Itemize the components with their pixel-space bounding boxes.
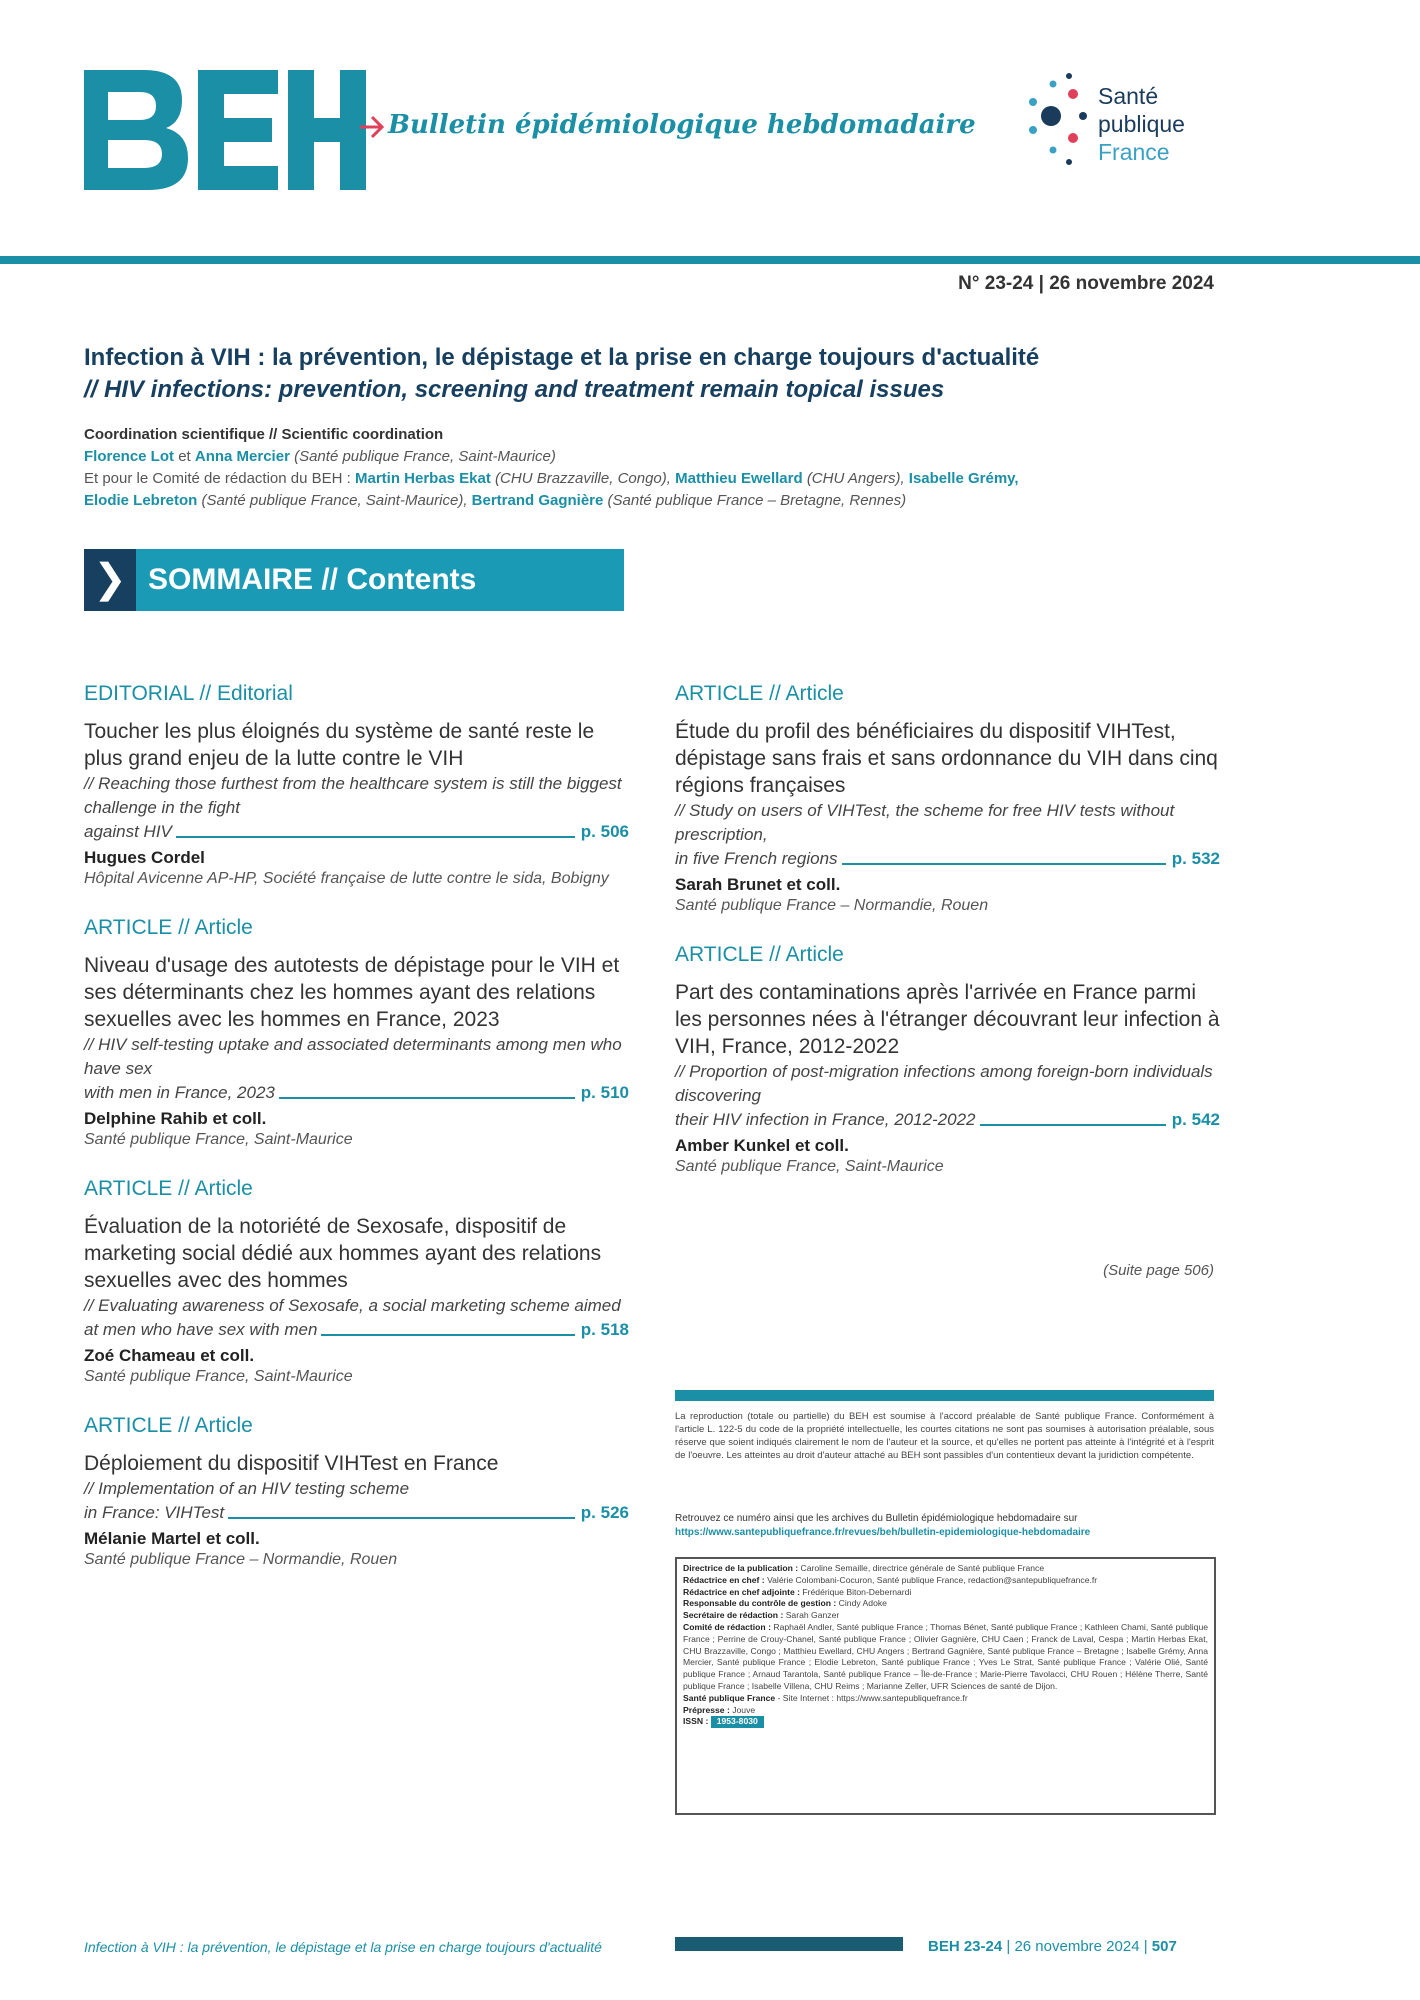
leader-line [228,1517,575,1519]
issue-title-en: // HIV infections: prevention, screening and treatment remain topical issues [84,376,945,403]
continued-note: (Suite page 506) [1103,1262,1214,1279]
entry-kicker: ARTICLE // Article [84,1414,253,1437]
entry-kicker: EDITORIAL // Editorial [84,682,293,705]
leader-line [279,1097,575,1099]
entry-title-fr[interactable]: Niveau d'usage des autotests de dépistage pour le VIH et ses déterminants chez les hommes ayant des relations sexuelles avec les hommes en France, 2023 [84,954,620,1031]
contents-heading: SOMMAIRE // Contents [148,563,477,596]
entry-affiliation: Santé publique France – Normandie, Rouen [84,1551,398,1568]
board-label: Secrétaire de rédaction : [683,1610,784,1621]
committee-affiliation: (CHU Brazzaville, Congo), [495,470,671,487]
entry-author: Mélanie Martel et coll. [84,1529,260,1548]
board-line [683,1563,1208,1575]
board-text: Frédérique Biton-Debernardi [802,1586,912,1597]
board-text: Jouve [732,1704,756,1715]
entry-title-en: // Reaching those furthest from the healthcare system is still the biggest challenge in the fight [84,774,622,817]
footer-issue-info [928,1938,1177,1955]
board-text: - Site Internet : https://www.santepubliquefrance.fr [777,1692,968,1703]
footer-running-title: Infection à VIH : la prévention, le dépistage et la prise en charge toujours d'actualité [84,1939,602,1955]
committee-intro: Et pour le Comité de rédaction du BEH : [84,470,351,487]
board-text: Caroline Semaille, directrice générale de Santé publique France [800,1563,1045,1573]
issue-title [84,342,1214,406]
board-label: Responsable du contrôle de gestion : [683,1598,837,1609]
contents-column-left [84,682,629,1597]
entry-title-fr[interactable]: Étude du profil des bénéficiaires du dispositif VIHTest, dépistage sans frais et sans ordonnance du VIH dans cinq régions françaises [675,720,1218,797]
contents-banner [84,549,624,611]
board-line [683,1587,1208,1599]
board-label: Rédactrice en chef : [683,1574,765,1585]
entry-author: Amber Kunkel et coll. [675,1136,849,1155]
contents-entry[interactable] [84,916,629,1151]
board-text: Raphaël Andler, Santé publique France ; Thomas Bénet, Santé publique France ; Kathleen Chami, Santé publique France ; Perrine de Crouy-Chanel, Santé publique France ; Olivier Gagnière, CHU Caen ; Franck de Laval, Cespa ; Martin Herbas Ekat, CHU Brazzaville, Congo ; Matthieu Ewellard, CHU Angers ; Bertrand Gagnière, Santé publique France – Bretagne ; Isabelle Grémy, Anna Mercier, Santé publique France ; Elodie Lebreton, Santé publique France ; Yves Le Strat, Santé publique France ; Valérie Olié, Santé publique France ; Arnaud Tarantola, Santé publique France – Île-de-France ; Marie-Pierre Tavolacci, CHU Rouen ; Hélène Therre, Santé publique France ; Isabelle Villena, CHU Reims ; Marianne Zeller, UFR Sciences de santé de Dijon. [683,1621,1208,1691]
board-text: Cindy Adoke [838,1598,887,1609]
sante-publique-logo-icon [1025,72,1097,170]
entry-title-fr[interactable]: Toucher les plus éloignés du système de santé reste le plus grand enjeu de la lutte contre le VIH [84,720,595,770]
entry-affiliation: Hôpital Avicenne AP-HP, Société française de lutte contre le sida, Bobigny [84,870,609,887]
contents-entry[interactable] [84,1177,629,1388]
editorial-board-box [675,1557,1216,1815]
entry-affiliation: Santé publique France – Normandie, Rouen [675,897,989,914]
entry-page-number[interactable]: p. 526 [580,1503,629,1522]
entry-affiliation: Santé publique France, Saint-Maurice [675,1158,944,1175]
entry-affiliation: Santé publique France, Saint-Maurice [84,1368,353,1385]
entry-title-en-end: with men in France, 2023 [84,1083,275,1102]
entry-title-fr[interactable]: Évaluation de la notoriété de Sexosafe, dispositif de marketing social dédié aux hommes ayant des relations sexuelles avec des hommes [84,1215,602,1292]
entry-kicker: ARTICLE // Article [84,916,253,939]
coordinator-name: Florence Lot [84,448,175,465]
info-rule [675,1390,1214,1401]
leader-line [321,1334,574,1336]
beh-logo [82,70,367,190]
footer-issue: BEH 23-24 [928,1938,1003,1955]
footer-date: 26 novembre 2024 [1014,1938,1140,1955]
entry-title-en-end: in five French regions [675,849,838,868]
coordination-and: et [178,448,191,465]
issn-badge: 1953-8030 [711,1716,764,1728]
contents-entry[interactable] [675,682,1220,917]
entry-title-fr[interactable]: Déploiement du dispositif VIHTest en France [84,1452,499,1475]
board-text: Valérie Colombani-Cocuron, Santé publique France, redaction@santepubliquefrance.fr [767,1574,1098,1585]
leader-line [842,863,1166,865]
entry-title-fr[interactable]: Part des contaminations après l'arrivée en France parmi les personnes nées à l'étranger découvrant leur infection à VIH, France, 2012-2022 [675,981,1220,1058]
entry-page-line [84,1318,629,1342]
entry-page-line [675,847,1220,871]
footer-page-number: 507 [1151,1938,1177,1955]
committee-member: Bertrand Gagnière [471,492,604,509]
archive-link[interactable]: https://www.santepubliquefrance.fr/revues/beh/bulletin-epidemiologique-hebdomadaire [675,1527,1091,1538]
board-line [683,1716,1208,1728]
entry-page-line [84,1501,629,1525]
board-label: Comité de rédaction : [683,1621,771,1632]
committee-member: Martin Herbas Ekat [354,470,491,487]
footer-separator: | [1006,1938,1011,1955]
board-label: Rédactrice en chef adjointe : [683,1586,801,1597]
entry-title-en-end: against HIV [84,822,172,841]
reproduction-notice: La reproduction (totale ou partielle) du BEH est soumise à l'accord préalable de Santé publique France. Conformément à l'article L. 122-5 du code de la propriété intellectuelle, les courtes citations ne sont pas soumises à autorisation préalable, sous réserve que soient indiqués clairement le nom de l'auteur et la source, et qu'elles ne portent pas atteinte à l'intégrité et à l'esprit de l'oeuvre. Les atteintes au droit d'auteur attaché au BEH sont passibles d'un contentieux devant la juridiction compétente. [675,1411,1214,1461]
committee-affiliation: (Santé publique France, Saint-Maurice), [201,492,468,509]
entry-author: Hugues Cordel [84,848,205,867]
arrow-icon [360,113,386,141]
entry-page-line [84,820,629,844]
entry-title-en: // Study on users of VIHTest, the scheme for free HIV tests without prescription, [675,801,1175,844]
publisher-line-3: France [1098,139,1170,165]
entry-title-en-end: in France: VIHTest [84,1503,225,1522]
publisher-name [1098,82,1185,166]
chevron-right-icon: ❯ [84,549,136,611]
contents-entry[interactable] [84,682,629,890]
entry-title-en: // Implementation of an HIV testing scheme [84,1479,410,1498]
entry-title-en: // Evaluating awareness of Sexosafe, a social marketing scheme aimed [84,1296,621,1315]
board-text: Sarah Ganzer [785,1610,840,1621]
footer-bar [675,1937,903,1951]
entry-title-en-end: at men who have sex with men [84,1320,318,1339]
masthead-tagline: Bulletin épidémiologique hebdomadaire [388,110,976,140]
archive-notice [675,1512,1214,1540]
coordinator-name: Anna Mercier [194,448,290,465]
publisher-line-1: Santé [1098,83,1159,109]
archive-text: Retrouvez ce numéro ainsi que les archives du Bulletin épidémiologique hebdomadaire sur [675,1513,1078,1524]
committee-member: Matthieu Ewellard [675,470,803,487]
entry-page-line [675,1108,1220,1132]
board-line [683,1705,1208,1717]
footer-separator: | [1143,1938,1148,1955]
board-line [683,1693,1208,1705]
issue-number: N° 23-24 | 26 novembre 2024 [958,273,1214,294]
entry-affiliation: Santé publique France, Saint-Maurice [84,1131,353,1148]
leader-line [980,1124,1166,1126]
entry-kicker: ARTICLE // Article [675,682,844,705]
entry-page-number[interactable]: p. 506 [580,822,629,841]
board-line [683,1622,1208,1693]
committee-affiliation: (Santé publique France – Bretagne, Rennes) [607,492,907,509]
committee-member: Isabelle Grémy, [908,470,1019,487]
entry-page-number[interactable]: p. 532 [1171,849,1220,868]
entry-title-en-end: their HIV infection in France, 2012-2022 [675,1110,976,1129]
board-line [683,1575,1208,1587]
entry-author: Delphine Rahib et coll. [84,1109,267,1128]
entry-author: Zoé Chameau et coll. [84,1346,255,1365]
committee-affiliation: (CHU Angers), [806,470,905,487]
contents-entry[interactable] [675,943,1220,1178]
entry-page-number[interactable]: p. 518 [580,1320,629,1339]
board-label: Santé publique France [683,1692,776,1703]
board-line [683,1610,1208,1622]
publisher-line-2: publique [1098,111,1185,137]
coordinator-affiliation: (Santé publique France, Saint-Maurice) [294,448,556,465]
entry-page-number[interactable]: p. 542 [1171,1110,1220,1129]
board-label: Directrice de la publication : [683,1563,799,1573]
entry-kicker: ARTICLE // Article [84,1177,253,1200]
entry-page-number[interactable]: p. 510 [580,1083,629,1102]
board-line [683,1598,1208,1610]
coordination-label: Coordination scientifique // Scientific coordination [84,426,444,443]
board-label: Prépresse : [683,1704,730,1715]
entry-kicker: ARTICLE // Article [675,943,844,966]
entry-title-en: // HIV self-testing uptake and associated determinants among men who have sex [84,1035,622,1078]
entry-page-line [84,1081,629,1105]
committee-member: Elodie Lebreton [84,492,198,509]
coordination-block [84,424,1224,512]
board-label: ISSN : [683,1716,709,1727]
entry-author: Sarah Brunet et coll. [675,875,841,894]
contents-column-right [675,682,1220,1204]
entry-title-en: // Proportion of post-migration infections among foreign-born individuals discovering [675,1062,1213,1105]
leader-line [176,836,575,838]
contents-entry[interactable] [84,1414,629,1571]
issue-title-fr: Infection à VIH : la prévention, le dépistage et la prise en charge toujours d'actualité [84,344,1040,371]
header-rule [0,256,1420,264]
